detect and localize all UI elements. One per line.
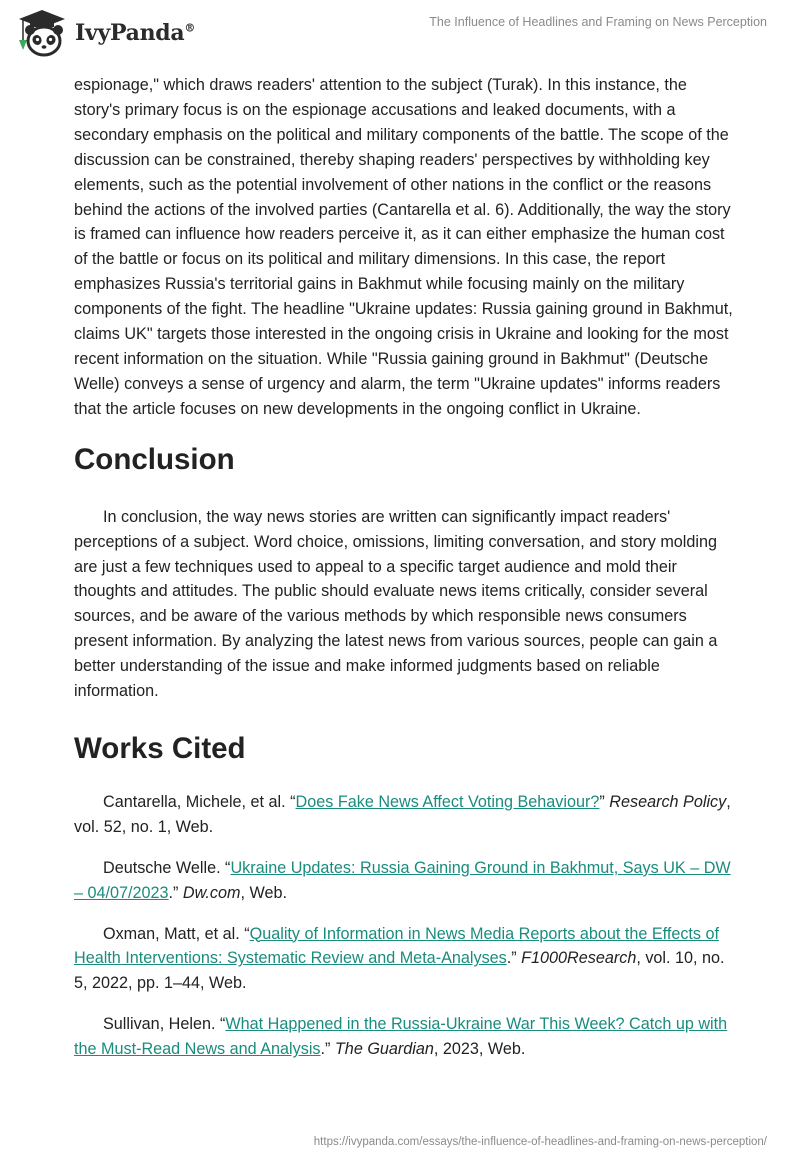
citation-link[interactable]: Ukraine Updates: Russia Gaining Ground in Bakhmut, Says UK – DW – 04/07/2023 [74, 858, 731, 902]
citation-source: Dw.com [182, 883, 241, 902]
panda-graduate-icon [15, 8, 69, 58]
citation-link[interactable]: What Happened in the Russia-Ukraine War This Week? Catch up with the Must-Read News and Analysis [74, 1015, 728, 1059]
citation-punct: .” [320, 1040, 335, 1059]
brand-name-text: IvyPanda [75, 20, 185, 46]
citation-author: Sullivan, Helen. “ [103, 1015, 226, 1034]
conclusion-paragraph: In conclusion, the way news stories are written can significantly impact readers' perceptions of a subject. Word choice, omissions, limiting conversation, and story molding are just a few techniques used to appeal to a specific target audience and mold their thoughts and attitudes. The public should evaluate news items critically, consider several sources, and be aware of the various methods by which responsible news consumers present information. By analyzing the latest news from various sources, people can gain a better understanding of the issue and make informed judgments based on reliable information. [74, 507, 718, 701]
citation-link[interactable]: Does Fake News Affect Voting Behaviour? [295, 792, 600, 811]
citation-item [74, 922, 734, 997]
citation-author: Cantarella, Michele, et al. “ [103, 792, 296, 811]
citation-list [74, 790, 734, 1062]
citation-link[interactable]: Quality of Information in News Media Reports about the Effects of Health Interventions: Systematic Review and Meta-Analyses [74, 924, 720, 968]
citation-details: , Web. [240, 883, 287, 902]
citation-punct: .” [506, 949, 522, 968]
citation-item [74, 856, 734, 906]
citation-details: , 2023, Web. [433, 1040, 526, 1059]
citation-source: F1000Research [521, 949, 637, 968]
intro-paragraph: espionage," which draws readers' attention to the subject (Turak). In this instance, the story's primary focus is on the espionage accusations and leaked documents, with a secondary emphasis on the political and military components of the battle. The scope of the discussion can be constrained, thereby shaping readers' perspectives by withholding key elements, such as the potential involvement of other nations in the conflict or the reasons behind the actions of the involved parties (Cantarella et al. 6). Additionally, the way the story is framed can influence how readers perceive it, as it can either emphasize the human cost of the battle or focus on its political and military dimensions. In this case, the report emphasizes Russia's territorial gains in Bakhmut while focusing mainly on the military components of the fight. The headline "Ukraine updates: Russia gaining ground in Bakhmut, claims UK" targets those interested in the ongoing crisis in Ukraine and looking for the most recent information on the situation. While "Russia gaining ground in Bakhmut" (Deutsche Welle) conveys a sense of urgency and alarm, the term "Ukraine updates" informs readers that the article focuses on new developments in the ongoing conflict in Ukraine. [74, 76, 733, 418]
citation-source: The Guardian [334, 1040, 434, 1059]
citation-details: , vol. 52, no. 1, Web. [74, 792, 731, 836]
citation-author: Deutsche Welle. “ [103, 858, 231, 877]
citation-punct: ” [599, 792, 610, 811]
works-cited-heading: Works Cited [74, 731, 246, 765]
citation-item [74, 790, 734, 840]
citation-details: , vol. 10, no. 5, 2022, pp. 1–44, Web. [74, 949, 725, 993]
citation-item [74, 1012, 734, 1062]
source-url[interactable]: https://ivypanda.com/essays/the-influence-of-headlines-and-framing-on-news-perception/ [313, 1136, 767, 1148]
essay-content [74, 73, 734, 1078]
citation-author: Oxman, Matt, et al. “ [103, 924, 250, 943]
ivypanda-logo[interactable] [15, 8, 195, 58]
registered-mark: ® [184, 21, 196, 35]
page-header [0, 0, 800, 70]
citation-punct: .” [168, 883, 183, 902]
document-title: The Influence of Headlines and Framing on News Perception [429, 15, 767, 29]
citation-source: Research Policy [609, 792, 727, 811]
conclusion-heading: Conclusion [74, 442, 235, 476]
brand-name [75, 20, 195, 46]
